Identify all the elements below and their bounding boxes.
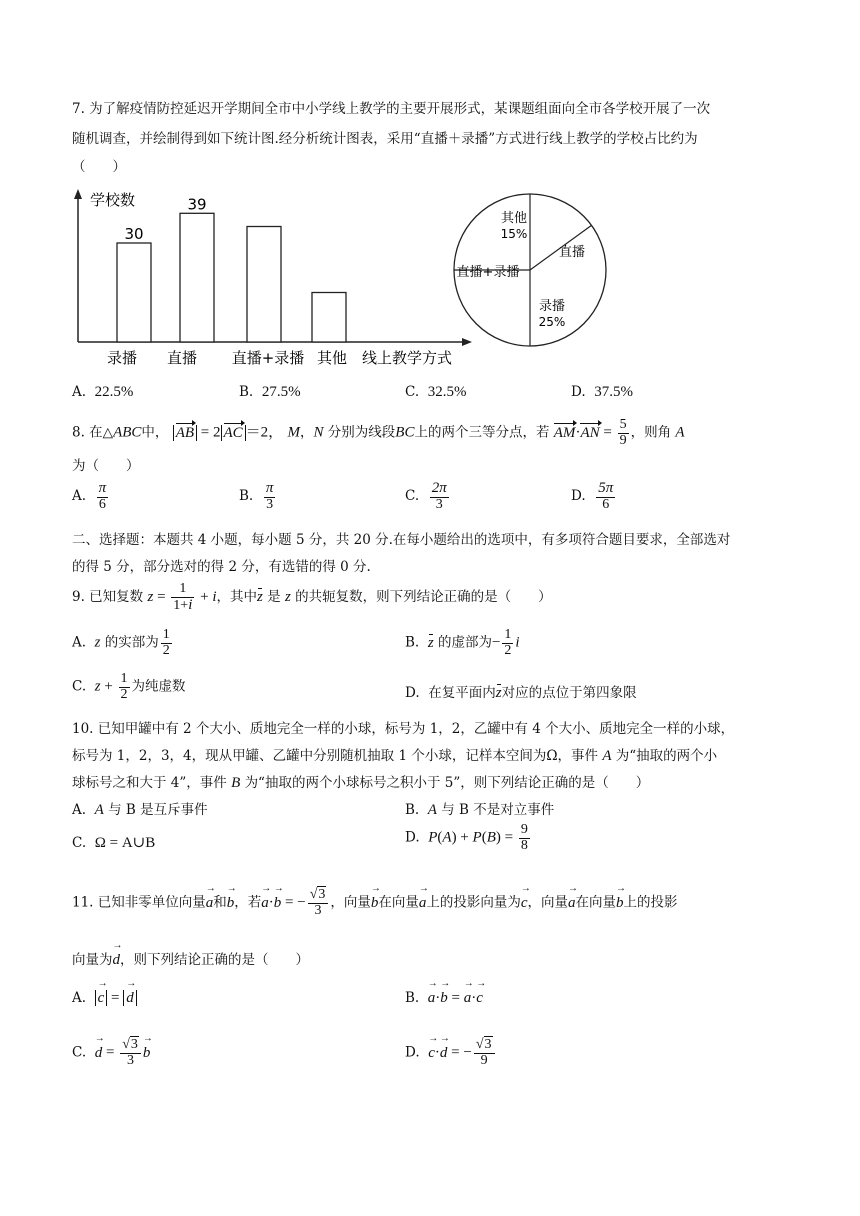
q7-line-2: 随机调查，并绘制得到如下统计图.经分析统计图表，采用“直播＋录播”方式进行线上教学的学校占比约为	[72, 131, 698, 147]
bar-1	[180, 213, 214, 342]
q8-option-c[interactable]: C. $\frac{2\pi}{3}$	[405, 480, 447, 512]
pie-slice-label-1: 直播	[558, 245, 586, 260]
q7-option-d[interactable]: D. 37.5%	[571, 384, 633, 400]
q11-option-b[interactable]: B. → a·→ b = → a·→ c	[405, 990, 483, 1007]
y-axis-label: 学校数	[90, 191, 136, 209]
q10-option-d[interactable]: D. P(A) + P(B) = $\frac{9}{8}$	[405, 822, 528, 853]
y-axis-arrow-icon	[74, 189, 82, 199]
q10-line-1: 10. 已知甲罐中有 2 个大小、质地完全一样的小球，标号为 1，2，乙罐中有 4 个大小、质地完全一样的小球，	[72, 721, 735, 737]
bar-3	[312, 293, 346, 343]
pie-slice-label-2: 录播	[538, 299, 566, 314]
pie-slice-label-0: 其他	[500, 211, 528, 226]
q7-option-b[interactable]: B. 27.5%	[239, 384, 301, 400]
q10-line-3: 球标号之和大于 4”，事件 B 为“抽取的两个小球标号之积小于 5”，则下列结论正确的是（ ）	[72, 775, 650, 791]
bar-data-label-1: 39	[187, 195, 207, 214]
q8-option-a[interactable]: A. $\frac{\pi}{6}$	[72, 480, 107, 512]
section-2-line-2: 的得 5 分，部分选对的得 2 分，有选错的得 0 分.	[72, 559, 371, 575]
bars-group	[117, 195, 346, 342]
pie-slice-percent-0: 15%	[500, 227, 528, 241]
q7-option-c[interactable]: C. 32.5%	[405, 384, 467, 400]
q10-option-c[interactable]: C. Ω = A∪B	[72, 835, 156, 851]
q11-line-1: 11. 已知非零单位向量→ a和→ b，若→ a·→ b = − $\frac{√3}{3}$ ，向量→ b在向量→ a上的投影向量为→ c，向量→ a在向量→ b上的投影	[72, 888, 678, 918]
bar-chart	[70, 185, 480, 370]
q10-option-b[interactable]: B. A 与 B 不是对立事件	[405, 802, 555, 818]
q7-option-a[interactable]: A. 22.5%	[72, 384, 134, 400]
q8-line-2: 为（ ）	[72, 458, 140, 474]
q9-option-a[interactable]: A. z 的实部为 $\frac{1}{2}$	[72, 627, 170, 658]
x-tick-label-2: 直播+录播	[231, 349, 305, 367]
x-tick-label-1: 直播	[166, 349, 198, 367]
bar-data-label-0: 30	[124, 225, 144, 243]
q11-line-2: 向量为→ d，则下列结论正确的是（ ）	[72, 948, 309, 969]
q11-option-d[interactable]: D. → c·→ d = − $\frac{√3}{9}$	[405, 1038, 497, 1068]
q9-option-c[interactable]: C. z + $\frac{1}{2}$ 为纯虚数	[72, 671, 186, 702]
q9-option-d[interactable]: D. 在复平面内z对应的点位于第四象限	[405, 685, 637, 701]
bar-2	[247, 227, 281, 343]
bar-0	[117, 243, 151, 342]
q11-option-c[interactable]: C. → d = $\frac{√3}{3}$ → b	[72, 1038, 150, 1068]
x-tick-label-0: 录播	[106, 349, 138, 367]
x-axis-label: 线上教学方式	[362, 349, 453, 367]
q9-stem: 9. 已知复数 z = $\frac{1}{1+i}$ + i，其中z 是 z 的共轭复数，则下列结论正确的是（ ）	[72, 581, 552, 613]
q7-line-3: （ ）	[72, 159, 126, 175]
q9-option-b[interactable]: B. z 的虚部为− $\frac{1}{2}$ i	[405, 627, 520, 658]
section-2-line-1: 二、选择题：本题共 4 小题，每小题 5 分，共 20 分.在每小题给出的选项中，有多项符合题目要求，全部选对	[72, 532, 731, 548]
pie-chart	[450, 188, 615, 358]
pie-slices	[454, 194, 606, 346]
q10-option-a[interactable]: A. A 与 B 是互斥事件	[72, 802, 208, 818]
q8-option-b[interactable]: B. $\frac{\pi}{3}$	[239, 480, 274, 512]
x-tick-labels	[107, 349, 347, 367]
q8-option-d[interactable]: D. $\frac{5\pi}{6}$	[571, 480, 614, 512]
pie-slice-percent-2: 25%	[538, 315, 566, 329]
x-tick-label-3: 其他	[316, 349, 348, 367]
q8-line-1: 8. 在△ABC中， AB = 2 AC ＝2， M，N 分别为线段BC上的两个三等分点，若 AM·AN = $\frac{5}{9}$ ，则角 A	[72, 417, 685, 448]
pie-slice-label-3: 直播+录播	[456, 265, 520, 280]
q7-line-1: 7. 为了解疫情防控延迟开学期间全市中小学线上教学的主要开展形式，某课题组面向全市各学校开展了一次	[72, 101, 711, 117]
q11-option-a[interactable]: A. → c = → d	[72, 990, 137, 1007]
q10-line-2: 标号为 1，2，3，4，现从甲罐、乙罐中分别随机抽取 1 个小球，记样本空间为Ω，事件 A 为“抽取的两个小	[72, 748, 718, 764]
